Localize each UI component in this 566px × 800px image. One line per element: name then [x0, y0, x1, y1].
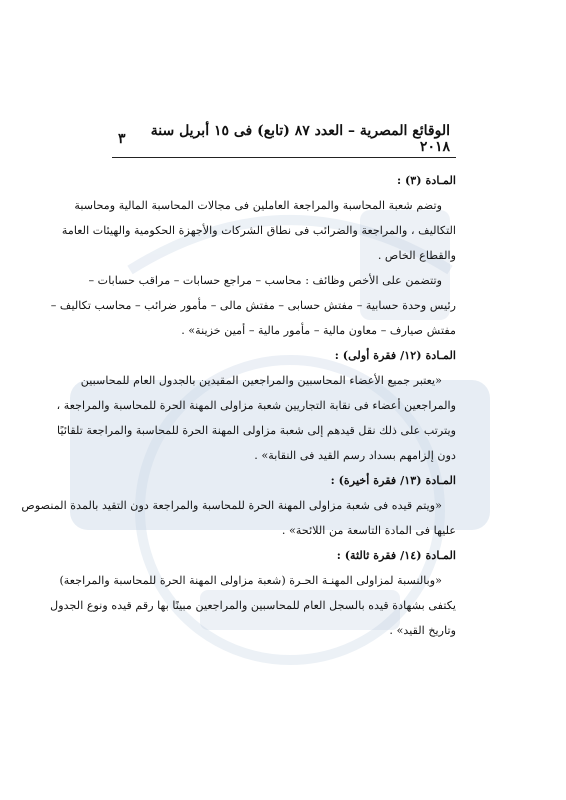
- text-line: «يعتبر جميع الأعضاء المحاسبين والمراجعين المقيدين بالجدول العام للمحاسبين: [80, 374, 442, 387]
- text-line: وتضم شعبة المحاسبة والمراجعة العاملين فى مجالات المحاسبة المالية ومحاسبة: [74, 199, 442, 212]
- page-number: ٣: [118, 131, 126, 147]
- page-header: [118, 123, 450, 155]
- text-line: والمراجعين أعضاء فى نقابة التجاريين شعبة مزاولى المهنة الحرة للمحاسبة والمراجعة ،: [56, 399, 456, 412]
- text-line: دون إلزامهم بسداد رسم القيد فى النقابة» .: [254, 449, 456, 462]
- document-body: [21, 168, 456, 643]
- text-line: مفتش صيارف – معاون مالية – مأمور مالية – أمين خزينة» .: [181, 324, 456, 337]
- text-line: التكاليف ، والمراجعة والضرائب فى نطاق الشركات والأجهزة الحكومية والهيئات العامة: [61, 224, 456, 237]
- text-line: ويترتب على ذلك نقل قيدهم إلى شعبة مزاولى المهنة الحرة للمحاسبة والمراجعة تلقائيًا: [57, 424, 456, 437]
- text-line: «وبالنسبة لمزاولى المهنـة الحـرة (شعبة مزاولى المهنة الحرة للمحاسبة والمراجعة): [59, 574, 442, 587]
- text-line: وتاريخ القيد» .: [389, 624, 456, 637]
- text-line: رئيس وحدة حسابية – مفتش حسابى – مفتش مالى – مأمور ضرائب – محاسب تكاليف –: [50, 299, 456, 312]
- header-title: الوقائع المصرية – العدد ٨٧ (تابع) فى ١٥ أبريل سنة ٢٠١٨: [150, 123, 450, 155]
- text-line: «ويتم قيده فى شعبة مزاولى المهنة الحرة للمحاسبة والمراجعة دون التقيد بالمدة المنصوص: [21, 499, 442, 512]
- text-line: والقطاع الخاص .: [377, 249, 456, 262]
- article-heading: المـادة (٣) :: [396, 173, 456, 187]
- header-rule: [112, 157, 456, 158]
- article-heading: المـادة (١٢/ فقرة أولى) :: [334, 348, 456, 362]
- text-line: يكتفى بشهادة قيده بالسجل العام للمحاسبين والمراجعين مبينًا بها رقم قيده ونوع الجدول: [50, 599, 456, 612]
- text-line: وتتضمن على الأخص وظائف : محاسب – مراجع حسابات – مراقب حسابات –: [88, 274, 442, 287]
- article-heading: المـادة (١٣/ فقرة أخيرة) :: [330, 473, 456, 487]
- article-heading: المـادة (١٤/ فقرة ثالثة) :: [336, 548, 456, 562]
- text-line: عليها فى المادة التاسعة من اللائحة» .: [281, 524, 456, 537]
